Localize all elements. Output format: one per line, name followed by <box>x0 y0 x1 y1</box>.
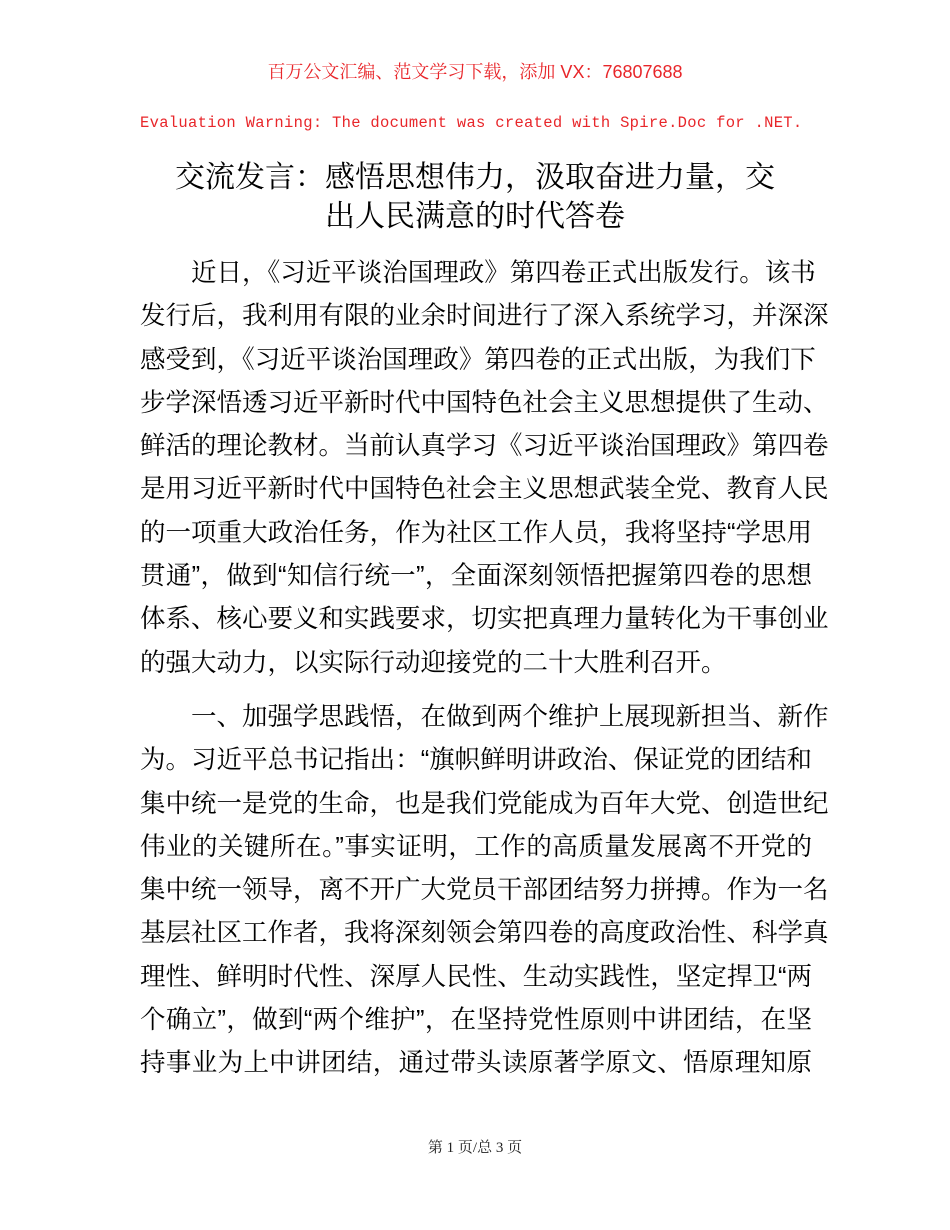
text-line: 为。习近平总书记指出：“旗帜鲜明讲政治、保证党的团结和 <box>140 746 812 775</box>
text-line: 感受到，《习近平谈治国理政》第四卷的正式出版，为我们下 <box>140 345 816 374</box>
title-line: 交流发言：感悟思想伟力，汲取奋进力量，交 <box>175 161 775 194</box>
text-line: 基层社区工作者，我将深刻领会第四卷的高度政治性、科学真 <box>140 919 829 948</box>
text-line: 鲜活的理论教材。当前认真学习《习近平谈治国理政》第四卷 <box>140 432 829 461</box>
text-line: 理性、鲜明时代性、深厚人民性、生动实践性，坚定捍卫“两 <box>140 962 812 991</box>
text-line: 近日，《习近平谈治国理政》第四卷正式出版发行。该书 <box>191 259 816 287</box>
title-line: 出人民满意的时代答卷 <box>325 200 625 233</box>
text-line: 集中统一是党的生命，也是我们党能成为百年大党、创造世纪 <box>140 789 829 818</box>
text-line: 步学深悟透习近平新时代中国特色社会主义思想提供了生动、 <box>140 388 829 417</box>
text-line: 的一项重大政治任务，作为社区工作人员，我将坚持“学思用 <box>140 518 812 547</box>
text-line: 伟业的关键所在。”事实证明，工作的高质量发展离不开党的 <box>140 832 812 861</box>
text-line: 是用习近平新时代中国特色社会主义思想武装全党、教育人民 <box>140 475 829 504</box>
text-line: 发行后，我利用有限的业余时间进行了深入系统学习，并深深 <box>140 302 829 331</box>
text-line: 体系、核心要义和实践要求，切实把真理力量转化为干事创业 <box>140 605 829 634</box>
document-title <box>130 158 820 236</box>
text-line: 一、加强学思践悟，在做到两个维护上展现新担当、新作 <box>191 703 829 731</box>
text-line: 贯通”，做到“知信行统一”，全面深刻领悟把握第四卷的思想 <box>140 562 812 591</box>
paragraph-section-one <box>140 696 829 1086</box>
evaluation-warning: Evaluation Warning: The document was created with Spire.Doc for .NET. <box>140 114 803 132</box>
paragraph-intro <box>140 252 829 685</box>
promo-header: 百万公文汇编、范文学习下载，添加 VX：76807688 <box>267 62 683 82</box>
text-line: 持事业为上中讲团结，通过带头读原著学原文、悟原理知原 <box>140 1049 812 1078</box>
text-line: 集中统一领导，离不开广大党员干部团结努力拼搏。作为一名 <box>140 876 829 905</box>
text-line: 个确立”，做到“两个维护”，在坚持党性原则中讲团结，在坚 <box>140 1006 812 1035</box>
text-line: 的强大动力，以实际行动迎接党的二十大胜利召开。 <box>140 648 727 677</box>
page-number: 第 1 页/总 3 页 <box>427 1140 523 1156</box>
